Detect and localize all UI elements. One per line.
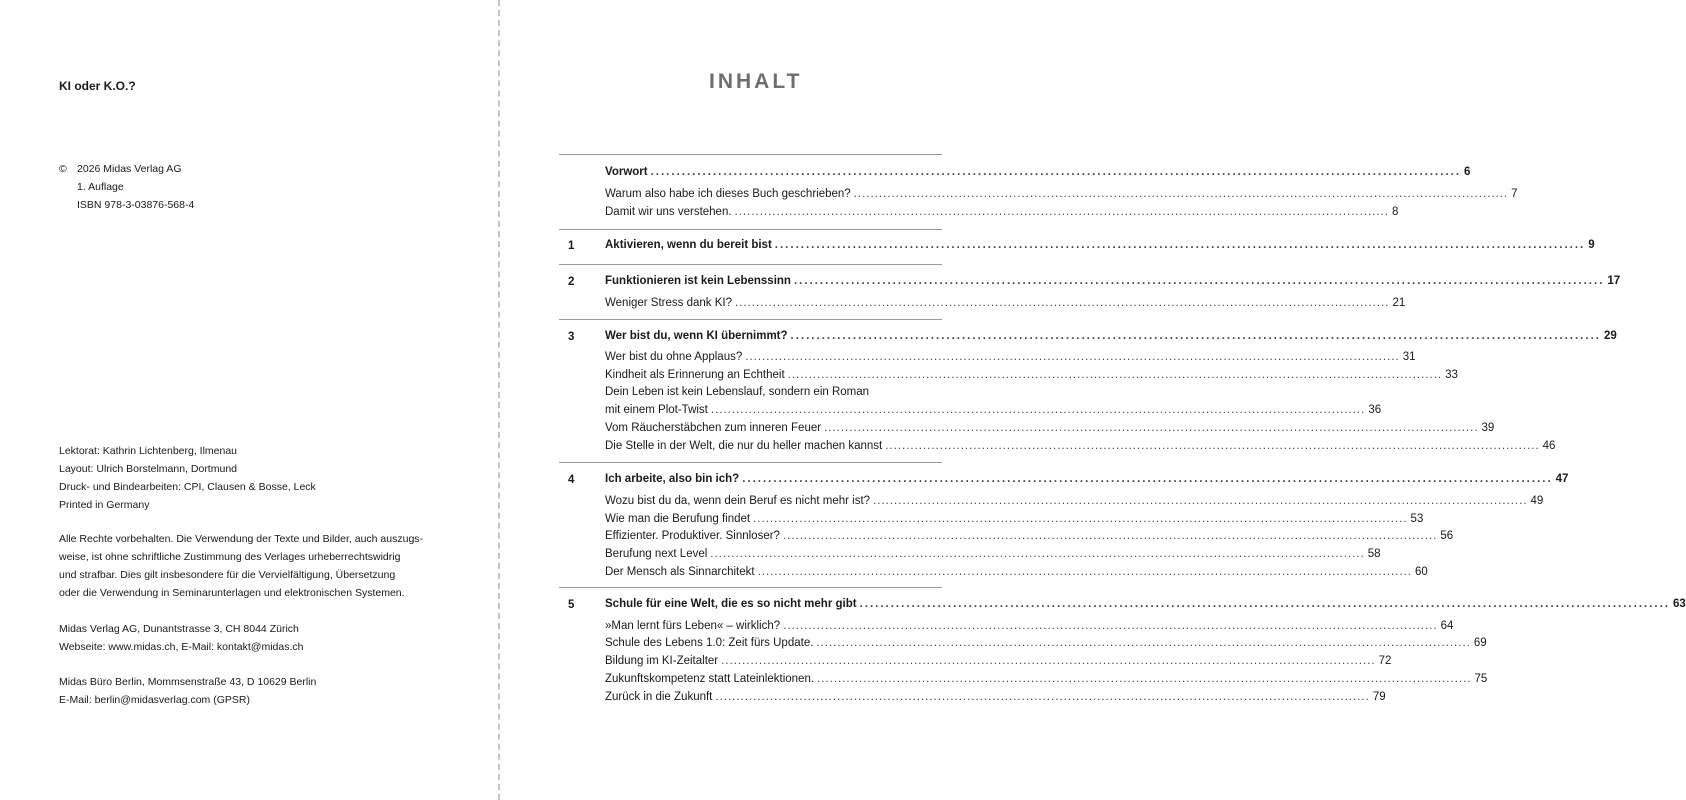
toc-entry: Wozu bist du da, wenn dein Beruf es nicht mehr ist? ..... 49	[605, 495, 942, 513]
toc-entry: Warum also habe ich dieses Buch geschrieben? ..... 7	[605, 188, 942, 206]
contact-line: E-Mail: berlin@midasverlag.com (GPSR)	[59, 694, 250, 706]
contact-line: Webseite: www.midas.ch, E-Mail: kontakt@midas.ch	[59, 641, 304, 653]
toc-entry-chapter: Schule für eine Welt, die es so nicht mehr gibt ..... 63	[605, 598, 942, 616]
contact-line: Midas Büro Berlin, Mommsenstraße 43, D 10629 Berlin	[59, 676, 317, 688]
toc-heading: INHALT	[709, 70, 803, 93]
berlin-office-contact	[59, 673, 316, 709]
toc-entry-chapter: Aktivieren, wenn du bereit bist ..... 9	[605, 239, 942, 257]
isbn-line: ISBN 978-3-03876-568-4	[77, 199, 195, 211]
left-page	[0, 0, 499, 800]
toc-entry: Damit wir uns verstehen. ..... 8	[605, 206, 942, 224]
credit-line: Lektorat: Kathrin Lichtenberg, Ilmenau	[59, 445, 238, 457]
toc-entry: Weniger Stress dank KI? ..... 21	[605, 297, 942, 315]
toc-separator	[559, 587, 942, 588]
toc-entry-main: Vorwort ..... 6	[605, 166, 942, 184]
toc-entry-chapter: Ich arbeite, also bin ich? ..... 47	[605, 473, 942, 491]
toc-entry: mit einem Plot-Twist ..... 36	[605, 404, 942, 422]
toc-entry: Berufung next Level ..... 58	[605, 548, 942, 566]
toc-separator	[559, 264, 942, 265]
toc-entry: Wer bist du ohne Applaus? ..... 31	[605, 351, 942, 369]
chapter-number: 2	[568, 276, 575, 288]
copyright-line: 2026 Midas Verlag AG	[77, 163, 182, 175]
contact-line: Midas Verlag AG, Dunantstrasse 3, CH 8044 Zürich	[59, 623, 299, 635]
toc-entry: Die Stelle in der Welt, die nur du heller machen kannst ..... 46	[605, 440, 942, 458]
rights-line: weise, ist ohne schriftliche Zustimmung des Verlages urheberrechtswidrig	[59, 551, 401, 563]
toc-entry: Bildung im KI-Zeitalter ..... 72	[605, 655, 942, 673]
toc-entry-chapter: Funktionieren ist kein Lebenssinn ..... 17	[605, 275, 942, 293]
right-page	[501, 0, 1686, 800]
toc-entry: Kindheit als Erinnerung an Echtheit ..... 33	[605, 369, 942, 387]
toc-entry: Effizienter. Produktiver. Sinnloser? ..... 56	[605, 530, 942, 548]
credit-line: Printed in Germany	[59, 499, 150, 511]
edition-line: 1. Auflage	[77, 181, 124, 193]
rights-line: oder die Verwendung in Seminarunterlagen und elektronischen Systemen.	[59, 587, 405, 599]
toc-separator	[559, 462, 942, 463]
credit-line: Layout: Ulrich Borstelmann, Dortmund	[59, 463, 237, 475]
toc-entry: Wie man die Berufung findet ..... 53	[605, 513, 942, 531]
toc-entry-chapter: Wer bist du, wenn KI übernimmt? ..... 29	[605, 330, 942, 348]
publisher-contact	[59, 620, 303, 656]
toc-separator	[559, 319, 942, 320]
toc-entry: Dein Leben ist kein Lebenslauf, sondern ein Roman	[605, 386, 870, 398]
rights-line: Alle Rechte vorbehalten. Die Verwendung der Texte und Bilder, auch auszugs-	[59, 533, 424, 545]
toc-entry: Der Mensch als Sinnarchitekt ..... 60	[605, 566, 942, 584]
toc-entry: »Man lernt fürs Leben« – wirklich? ..... 64	[605, 620, 942, 638]
copyright-block	[59, 160, 194, 214]
copyright-symbol: ©	[59, 163, 67, 175]
toc-entry: Zukunftskompetenz statt Lateinlektionen. ..... 75	[605, 673, 942, 691]
chapter-number: 1	[568, 240, 575, 252]
toc-entry: Vom Räucherstäbchen zum inneren Feuer ..... 39	[605, 422, 942, 440]
toc-separator	[559, 229, 942, 230]
book-title: KI oder K.O.?	[59, 79, 136, 93]
rights-line: und strafbar. Dies gilt insbesondere für die Vervielfältigung, Übersetzung	[59, 569, 396, 581]
toc-entry: Zurück in die Zukunft ..... 79	[605, 691, 942, 709]
toc-separator	[559, 154, 942, 155]
toc-entry: Schule des Lebens 1.0: Zeit fürs Update. ..... 69	[605, 637, 942, 655]
credits-block	[59, 442, 459, 514]
chapter-number: 3	[568, 331, 575, 343]
chapter-number: 4	[568, 474, 575, 486]
chapter-number: 5	[568, 599, 575, 611]
credit-line: Druck- und Bindearbeiten: CPI, Clausen & Bosse, Leck	[59, 481, 316, 493]
rights-notice	[59, 530, 459, 602]
